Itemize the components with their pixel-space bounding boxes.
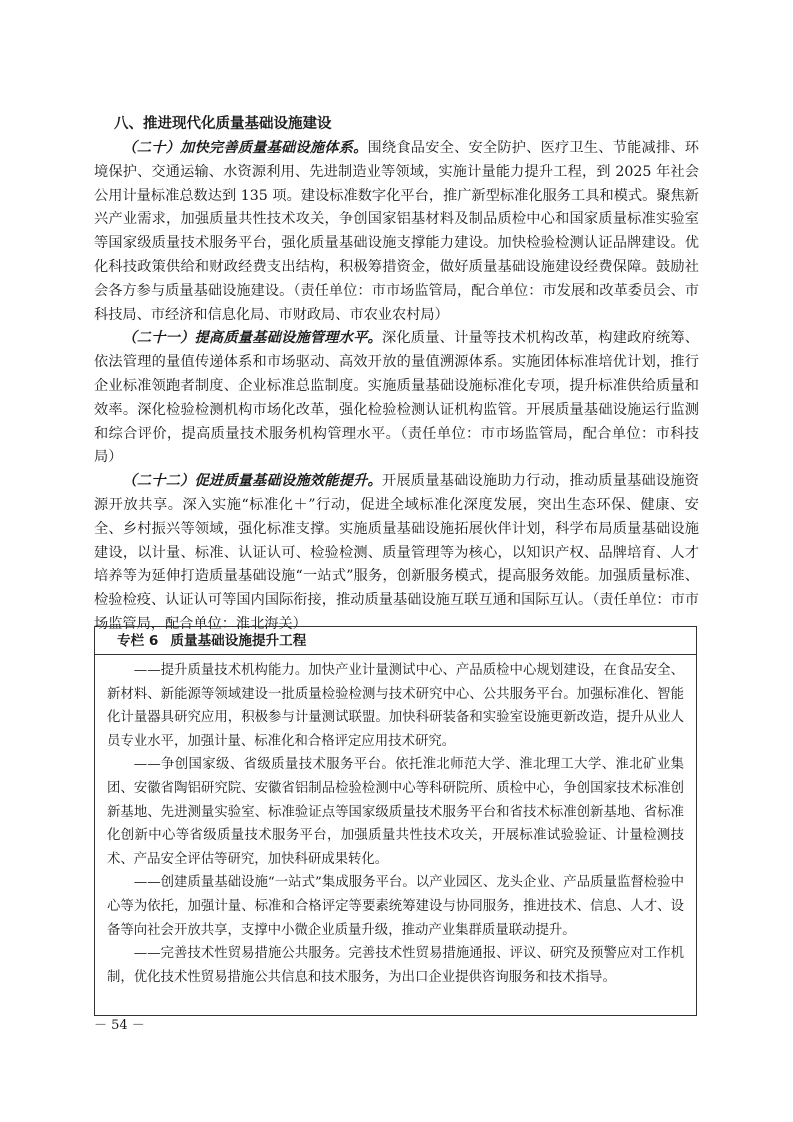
column-box-heading: 质量基础设施提升工程 — [170, 633, 307, 649]
paragraph-21 — [94, 327, 699, 470]
box-item-3: ——创建质量基础设施“一站式”集成服务平台。以产业园区、龙头企业、产品质量监督检验中心等为依托，加强计量、标准和合格评定等要素统筹建设与协同服务，推进技术、信息、人才、设备等向社会开放共享，支撑中小微企业质量升级，推动产业集群质量联动提升。 — [107, 875, 684, 938]
paragraph-20 — [94, 137, 699, 327]
page-number: － 54 － — [94, 1018, 145, 1033]
main-content — [94, 112, 699, 637]
paragraph-21-lead: （二十一）提高质量基础设施管理水平。 — [122, 330, 382, 347]
column-box-body — [95, 655, 696, 989]
paragraph-22 — [94, 470, 699, 637]
box-item-4: ——完善技术性贸易措施公共服务。完善技术性贸易措施通报、评议、研究及预警应对工作机制，优化技术性贸易措施公共信息和技术服务，为出口企业提供咨询服务和技术指导。 — [107, 946, 684, 985]
section-heading: 八、推进现代化质量基础设施建设 — [114, 116, 332, 132]
box-item-1: ——提升质量技术机构能力。加快产业计量测试中心、产品质检中心规划建设，在食品安全、新材料、新能源等领域建设一批质量检验检测与技术研究中心、公共服务平台。加强标准化、智能化计量器具研究应用，积极参与计量测试联盟。加快科研装备和实验室设施更新改造，提升从业人员专业水平，加强计量、标准化和合格评定应用技术研究。 — [107, 663, 684, 749]
paragraph-20-lead: （二十）加快完善质量基础设施体系。 — [122, 140, 368, 156]
column-box — [94, 626, 697, 1016]
column-box-label: 专栏 6 — [117, 633, 159, 649]
box-item-2: ——争创国家级、省级质量技术服务平台。依托淮北师范大学、淮北理工大学、淮北矿业集团、安徽省陶铝研究院、安徽省铝制品检验检测中心等科研院所、质检中心，争创国家技术标准创新基地、先进测量实验室、标准验证点等国家级质量技术服务平台和省技术标准创新基地、省标准化创新中心等省级质量技术服务平台，加强质量共性技术攻关，开展标准试验验证、计量检测技术、产品安全评估等研究，加快科研成果转化。 — [107, 757, 684, 867]
paragraph-20-text: 围绕食品安全、安全防护、医疗卫生、节能减排、环境保护、交通运输、水资源利用、先进制造业等领域，实施计量能力提升工程，到 2025 年社会公用计量标准总数达到 135 项。建设标准数字化平台，推广新型标准化服务工具和模式。聚焦新兴产业需求，加强质量共性技术攻关，争创国家铝基材料及制品质检中心和国家质量标准实验室等国家级质量技术服务平台，强化质量基础设施支撑能力建设。加快检验检测认证品牌建设。优化科技政策供给和财政经费支出结构，积极筹措资金，做好质量基础设施建设经费保障。鼓励社会各方参与质量基础设施建设。（责任单位：市市场监管局，配合单位：市发展和改革委员会、市科技局、市经济和信息化局、市财政局、市农业农村局） — [94, 140, 699, 323]
paragraph-22-text: 开展质量基础设施助力行动，推动质量基础设施资源开放共享。深入实施“标准化＋”行动，促进全域标准化深度发展，突出生态环保、健康、安全、乡村振兴等领域，强化标准支撑。实施质量基础设施拓展伙伴计划，科学布局质量基础设施建设，以计量、标准、认证认可、检验检测、质量管理等为核心，以知识产权、品牌培育、人才培养等为延伸打造质量基础设施“一站式”服务，创新服务模式，提高服务效能。加强质量标准、检验检疫、认证认可等国内国际衔接，推动质量基础设施互联互通和国际互认。（责任单位：市市场监管局，配合单位：淮北海关） — [94, 473, 699, 632]
column-box-title — [95, 627, 696, 655]
paragraph-22-lead: （二十二）促进质量基础设施效能提升。 — [122, 473, 382, 490]
paragraph-21-text: 深化质量、计量等技术机构改革，构建政府统筹、依法管理的量值传递体系和市场驱动、高效开放的量值溯源体系。实施团体标准培优计划，推行企业标准领跑者制度、企业标准总监制度。实施质量基础设施标准化专项，提升标准供给质量和效率。深化检验检测机构市场化改革，强化检验检测认证机构监管。开展质量基础设施运行监测和综合评价，提高质量技术服务机构管理水平。（责任单位：市市场监管局，配合单位：市科技局） — [94, 330, 699, 466]
